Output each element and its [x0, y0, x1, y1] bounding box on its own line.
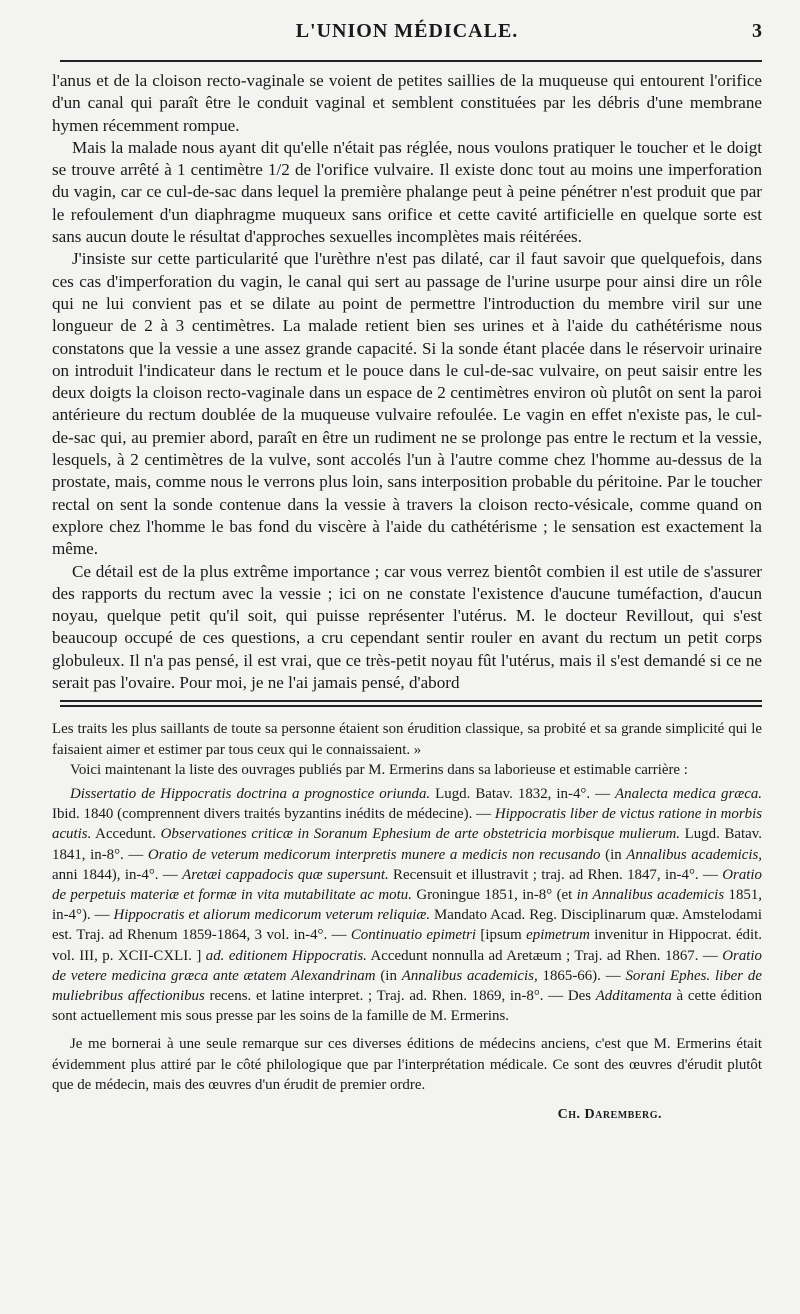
- work-title: Analecta medica græca.: [615, 785, 762, 802]
- paragraph: J'insiste sur cette particularité que l'urèthre n'est pas dilaté, car il faut savoir que quelquefois, dans ces cas d'imperforation du vagin, le canal qui sert au passage de l'urine usurpe pour ainsi dire un rôle qui ne lui convient pas et se dilate au point de permettre l'introduction du membre viril sur une longueur de 2 à 3 centimètres. La malade retient bien ses urines et à l'aide du cathétérisme nous constatons que la vessie a une assez grande capacité. Si la sonde étant placée dans le réservoir urinaire on introduit l'indicateur dans le rectum et le pouce dans le cul-de-sac vulvaire, on peut saisir entre les deux doigts la cloison recto-vaginale dans un espace de 2 centimètres environ où plutôt on sent la paroi antérieure du rectum doublée de la muqueuse vulvaire refoulée. Le vagin en effet n'existe pas, le cul-de-sac qui, au premier abord, paraît en être un rudiment ne se prolonge pas entre le rectum et la vessie, lesquels, à 2 centimètres de la vulve, sont accolés l'un à l'autre comme chez l'homme au-dessus de la prostate, mais, comme nous le verrons plus loin, sans interposition probable du péritoine. Par le toucher rectal on sent la sonde contenue dans la vessie à travers la cloison recto-vésicale, comme quand on explore chez l'homme le bas fond du viscère à l'aide du cathétérisme ; le sensation est exactement la même.: [52, 249, 762, 559]
- work-title: Aretæi cappadocis quæ supersunt.: [182, 866, 389, 883]
- work-detail: (in: [600, 846, 627, 863]
- work-detail: 1851, in-4°). —: [52, 886, 763, 924]
- signature: Ch. Daremberg.: [557, 1106, 662, 1122]
- work-detail: invenitur in Hippocrat. édit. vol. III, p. XCII-CXLI. ]: [52, 927, 762, 964]
- work-title: Hippocratis et aliorum medicorum veterum reliquiæ.: [113, 907, 431, 924]
- work-title: Annalibus academicis,: [626, 846, 762, 863]
- work-title: Hippocratis liber de victus ratione in morbis acutis.: [52, 806, 762, 843]
- work-detail: recens. et latine interpret. ; Traj. ad. Rhen. 1869, in-8°. — Des: [204, 987, 596, 1004]
- work-detail: Accedunt.: [91, 826, 161, 843]
- works-list: [52, 784, 762, 1026]
- work-title: Annalibus academicis,: [401, 967, 538, 984]
- work-detail: Groningue 1851, in-8° (et: [411, 886, 577, 903]
- work-title: Continuatio epimetri: [350, 927, 477, 944]
- page-number: 3: [752, 20, 762, 42]
- work-title: Observationes criticæ in Soranum Ephesium de arte obstetricia morbisque mulierum.: [160, 826, 680, 843]
- work-title: in Annalibus academicis: [576, 886, 725, 903]
- header-rule: [60, 60, 762, 62]
- work-title: Additamenta: [595, 987, 672, 1004]
- work-title: Oratio de vetere medicina græca ante ætatem Alexandrinam: [52, 947, 762, 984]
- work-detail: Mandato Acad. Reg. Disciplinarum quæ. Amstelodami est. Traj. ad Rhenum 1859-1864, 3 vol. in-4°. —: [52, 907, 762, 944]
- paragraph: Ce détail est de la plus extrême importance ; car vous verrez bientôt combien il est utile de s'assurer des rapports du rectum avec la vessie ; ici on ne constate l'existence d'aucune tuméfaction, d'aucun noyau, quelque petit qu'il soit, qui puisse représenter l'utérus. M. le docteur Revillout, qui s'est beaucoup occupé de ces questions, a cru cependant sentir rouler en avant du rectum un petit corps globuleux. Il n'a pas pensé, il est vrai, que ce très-petit noyau fût l'utérus, mais il s'est demandé si ce ne serait pas l'ovaire. Pour moi, je ne l'ai jamais pensé, d'abord: [52, 561, 762, 693]
- work-title: Oratio de perpetuis materiæ et formæ in vita mutabilitate ac motu.: [52, 866, 762, 903]
- work-detail: Lugd. Batav. 1832, in-4°. —: [430, 785, 616, 802]
- footnote-paragraph: Voici maintenant la liste des ouvrages publiés par M. Ermerins dans sa laborieuse et estimable carrière :: [70, 761, 688, 778]
- running-head: [52, 0, 762, 50]
- work-title: Oratio de veterum medicorum interpretis munere a medicis non recusando: [147, 846, 601, 863]
- footnote-paragraph: Les traits les plus saillants de toute sa personne étaient son érudition classique, sa probité et sa grande simplicité qui le faisaient aimer et estimer par tous ceux qui le connaissaient. »: [52, 721, 762, 758]
- paragraph: Mais la malade nous ayant dit qu'elle n'était pas réglée, nous voulons pratiquer le toucher et le doigt se trouve arrêté à 1 centimètre 1/2 de l'orifice vulvaire. Il existe donc tout au moins une imperforation du vagin, car ce cul-de-sac dans lequel la première phalange peut à peine pénétrer n'est produit que par le refoulement d'un diaphragme muqueux sans orifice et cette cavité artificielle en quelque sorte est sans aucun doute le résultat d'approches sexuelles incomplètes mais réitérées.: [52, 137, 762, 247]
- work-detail: Lugd. Batav. 1841, in-8°. —: [52, 826, 762, 863]
- work-detail: (in: [375, 967, 402, 984]
- work-detail: anni 1844), in-4°. —: [52, 866, 183, 883]
- work-title: epimetrum: [526, 927, 590, 944]
- work-detail: Ibid. 1840 (comprennent divers traités byzantins inédits de médecine). —: [52, 806, 495, 823]
- work-detail: à cette édition sont actuellement mis sous presse par les soins de la famille de M. Ermerins.: [52, 987, 762, 1025]
- work-detail: [ipsum: [476, 927, 527, 944]
- footnote: [52, 719, 762, 1125]
- work-title: ad. editionem Hippocratis.: [205, 947, 367, 964]
- work-detail: Accedunt nonnulla ad Aretæum ; Traj. ad Rhen. 1867. —: [366, 947, 723, 964]
- work-detail: 1865-66). —: [537, 967, 626, 984]
- work-detail: Recensuit et illustravit ; traj. ad Rhen. 1847, in-4°. —: [388, 866, 723, 883]
- footnote-separator: [60, 700, 762, 707]
- footnote-paragraph: Je me bornerai à une seule remarque sur ces diverses éditions de médecins anciens, c'est que M. Ermerins était évidemment plus attiré par le côté philologique que par l'interprétation médicale. Ce sont des œuvres d'érudit plutôt que de médecin, mais des œuvres d'un érudit de premier ordre.: [52, 1036, 762, 1093]
- main-text: [52, 70, 762, 694]
- work-title: Dissertatio de Hippocratis doctrina a prognostice oriunda.: [70, 785, 431, 802]
- running-title: L'UNION MÉDICALE.: [295, 20, 519, 42]
- paragraph: l'anus et de la cloison recto-vaginale se voient de petites saillies de la muqueuse qui entourent l'orifice d'un canal qui paraît être le conduit vaginal et semblent constituées par les débris d'une membrane hymen récemment rompue.: [52, 71, 762, 135]
- work-title: Sorani Ephes. liber de muliebribus affectionibus: [52, 967, 762, 1004]
